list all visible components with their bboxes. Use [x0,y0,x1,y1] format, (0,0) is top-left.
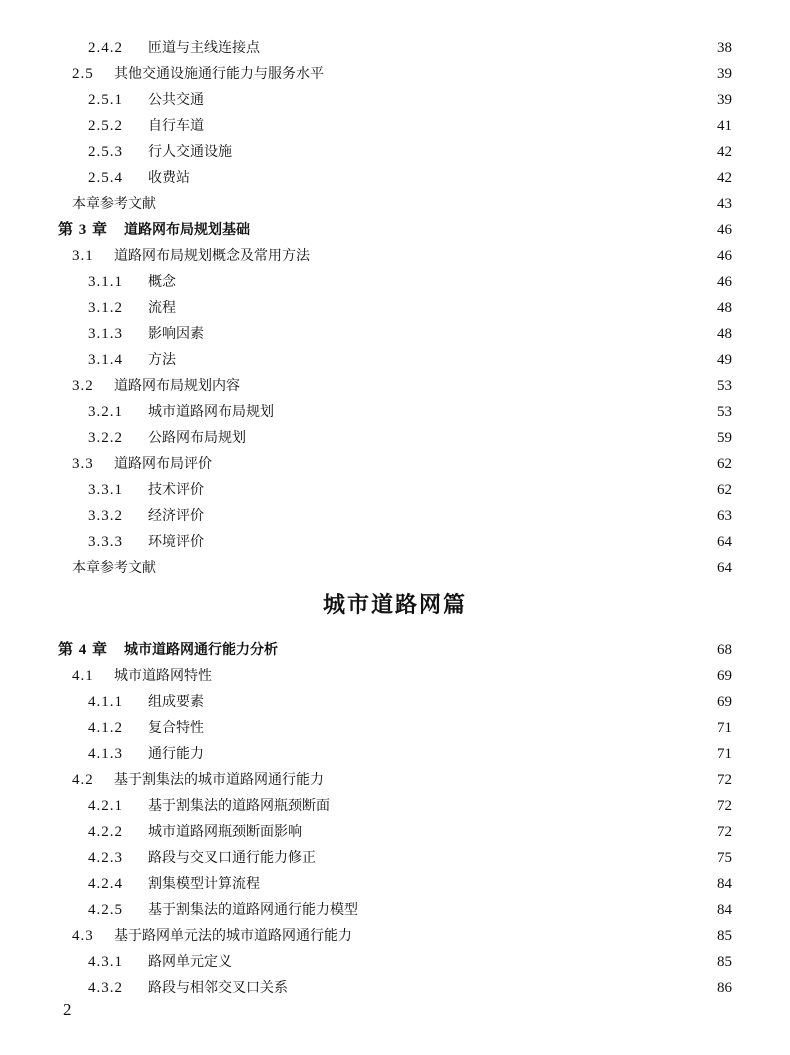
leader-dots [208,504,704,528]
page-number: 41 [717,118,732,134]
page-number: 39 [717,66,732,82]
section-number: 3.3.3 [88,534,123,550]
leader-dots [208,322,704,346]
section-title: 路段与相邻交叉口关系 [148,980,288,996]
toc-entry-row [88,820,732,844]
page-number: 69 [717,694,732,710]
leader-dots [264,36,704,60]
toc-entry[interactable] [0,452,790,476]
toc-chapter-entry[interactable] [0,638,790,662]
toc-entry[interactable] [0,950,790,974]
leader-dots [254,218,704,242]
toc-entry-row [88,872,732,896]
toc-entry-row [58,218,732,242]
toc-entry[interactable] [0,504,790,528]
page-number: 59 [717,430,732,446]
toc-entry-row [88,846,732,870]
toc-entry[interactable] [0,794,790,818]
section-title: 环境评价 [148,534,204,550]
section-number: 3.1.3 [88,326,123,342]
section-number: 4.1.1 [88,694,123,710]
toc-entry[interactable] [0,400,790,424]
toc-entry-row [72,192,732,216]
toc-entry[interactable] [0,820,790,844]
section-title: 通行能力 [148,746,204,762]
section-title: 道路网布局规划内容 [114,378,240,394]
toc-entry-row [88,898,732,922]
toc-entry[interactable] [0,296,790,320]
page-number: 62 [717,456,732,472]
section-title: 自行车道 [148,118,204,134]
section-title: 本章参考文献 [72,560,156,576]
section-title: 其他交通设施通行能力与服务水平 [114,66,324,82]
page-number: 42 [717,144,732,160]
leader-dots [362,898,704,922]
leader-dots [208,88,704,112]
section-title: 复合特性 [148,720,204,736]
toc-entry[interactable] [0,742,790,766]
toc-chapter-entry[interactable] [0,218,790,242]
toc-entry-row [88,322,732,346]
toc-entry-row [88,478,732,502]
leader-dots [282,638,704,662]
section-number: 4.1.2 [88,720,123,736]
page-number: 46 [717,248,732,264]
section-title: 本章参考文献 [72,196,156,212]
toc-entry[interactable] [0,530,790,554]
section-title: 匝道与主线连接点 [148,40,260,56]
section-number: 3.1 [72,248,94,264]
toc-entry[interactable] [0,270,790,294]
section-number: 2.5 [72,66,94,82]
leader-dots [236,140,704,164]
page-number: 64 [717,560,732,576]
leader-dots [180,296,704,320]
toc-entry[interactable] [0,478,790,502]
toc-entry-row [72,244,732,268]
toc-entry[interactable] [0,768,790,792]
section-title: 行人交通设施 [148,144,232,160]
toc-entry-row [88,976,732,1000]
leader-dots [356,924,704,948]
chapter-title: 道路网布局规划基础 [124,222,250,238]
toc-entry[interactable] [0,716,790,740]
section-title: 方法 [148,352,176,368]
toc-entry-row [72,374,732,398]
leader-dots [314,244,704,268]
section-number: 2.4.2 [88,40,123,56]
toc-entry-row [72,664,732,688]
leader-dots [208,716,704,740]
leader-dots [208,742,704,766]
section-title: 割集模型计算流程 [148,876,260,892]
page-number: 72 [717,798,732,814]
toc-entry[interactable] [0,62,790,86]
section-number: 4.3 [72,928,94,944]
toc-entry[interactable] [0,36,790,60]
section-title: 道路网布局规划概念及常用方法 [114,248,310,264]
leader-dots [306,820,704,844]
leader-dots [194,166,704,190]
page-number: 75 [717,850,732,866]
toc-entry[interactable] [0,976,790,1000]
leader-dots [292,976,704,1000]
section-title: 经济评价 [148,508,204,524]
page-number: 84 [717,876,732,892]
toc-entry-row [88,36,732,60]
page-number: 69 [717,668,732,684]
leader-dots [328,768,704,792]
section-title: 路段与交叉口通行能力修正 [148,850,316,866]
page-number: 42 [717,170,732,186]
page-number: 43 [717,196,732,212]
toc-entry-row [72,62,732,86]
toc-entry-row [88,426,732,450]
leader-dots [278,400,704,424]
section-number: 2.5.3 [88,144,123,160]
toc-entry[interactable] [0,924,790,948]
toc-entry[interactable] [0,348,790,372]
section-number: 4.1.3 [88,746,123,762]
page-number: 84 [717,902,732,918]
leader-dots [244,374,704,398]
page-number: 38 [717,40,732,56]
section-number: 3.2 [72,378,94,394]
toc-entry[interactable] [0,114,790,138]
toc-entry-row [72,924,732,948]
section-number: 3.1.1 [88,274,123,290]
leader-dots [250,426,704,450]
page-number: 72 [717,824,732,840]
toc-entry-row [88,348,732,372]
toc-entry[interactable] [0,426,790,450]
section-number: 4.2.1 [88,798,123,814]
toc-entry-row [72,452,732,476]
toc-entry[interactable] [0,690,790,714]
leader-dots [160,192,704,216]
section-number: 3.2.1 [88,404,123,420]
leader-dots [208,690,704,714]
toc-entry-row [72,556,732,580]
section-number: 2.5.1 [88,92,123,108]
section-number: 4.2.5 [88,902,123,918]
section-title: 概念 [148,274,176,290]
leader-dots [160,556,704,580]
toc-entry[interactable] [0,322,790,346]
toc-entry[interactable] [0,192,790,216]
leader-dots [216,452,704,476]
toc-entry-row [88,504,732,528]
section-title: 城市道路网特性 [114,668,212,684]
leader-dots [208,478,704,502]
toc-entry-row [88,88,732,112]
toc-entry-row [88,296,732,320]
section-number: 3.1.2 [88,300,123,316]
section-title: 流程 [148,300,176,316]
section-title: 收费站 [148,170,190,186]
toc-entry-row [88,114,732,138]
section-title: 基于路网单元法的城市道路网通行能力 [114,928,352,944]
leader-dots [216,664,704,688]
toc-entry[interactable] [0,244,790,268]
section-title: 道路网布局评价 [114,456,212,472]
page-number: 53 [717,378,732,394]
leader-dots [320,846,704,870]
toc-entry[interactable] [0,556,790,580]
page-number: 71 [717,720,732,736]
page-number: 46 [717,222,732,238]
page-number: 53 [717,404,732,420]
page-number: 48 [717,300,732,316]
toc-entry-row [58,638,732,662]
section-title: 影响因素 [148,326,204,342]
toc-entry-row [88,270,732,294]
section-title: 基于割集法的道路网通行能力模型 [148,902,358,918]
toc-entry[interactable] [0,872,790,896]
section-title: 组成要素 [148,694,204,710]
page-number: 85 [717,928,732,944]
page-number: 48 [717,326,732,342]
toc-entry-row [72,768,732,792]
page-number: 49 [717,352,732,368]
section-title: 城市道路网瓶颈断面影响 [148,824,302,840]
section-number: 3.3.1 [88,482,123,498]
section-number: 3.1.4 [88,352,123,368]
page-number: 71 [717,746,732,762]
section-title: 基于割集法的城市道路网通行能力 [114,772,324,788]
section-number: 4.2 [72,772,94,788]
leader-dots [264,872,704,896]
toc-entry[interactable] [0,374,790,398]
toc-entry-row [88,400,732,424]
section-title: 基于割集法的道路网瓶颈断面 [148,798,330,814]
toc-entry-row [88,140,732,164]
section-title: 路网单元定义 [148,954,232,970]
section-number: 4.2.4 [88,876,123,892]
section-number: 4.2.2 [88,824,123,840]
leader-dots [334,794,704,818]
leader-dots [328,62,704,86]
toc-entry-row [88,716,732,740]
chapter-number: 第 3 章 [58,222,109,238]
toc-entry[interactable] [0,140,790,164]
page-number: 46 [717,274,732,290]
section-title: 公共交通 [148,92,204,108]
page-number: 62 [717,482,732,498]
section-title: 城市道路网布局规划 [148,404,274,420]
page-number: 72 [717,772,732,788]
section-number: 3.2.2 [88,430,123,446]
page-number: 85 [717,954,732,970]
section-number: 4.2.3 [88,850,123,866]
chapter-number: 第 4 章 [58,642,109,658]
leader-dots [180,348,704,372]
page-number: 86 [717,980,732,996]
section-number: 2.5.4 [88,170,123,186]
page-number: 64 [717,534,732,550]
page-number: 39 [717,92,732,108]
section-number: 4.1 [72,668,94,684]
page-number: 63 [717,508,732,524]
section-title: 技术评价 [148,482,204,498]
toc-entry-row [88,794,732,818]
toc-entry-row [88,742,732,766]
toc-entry[interactable] [0,846,790,870]
leader-dots [236,950,704,974]
section-number: 3.3 [72,456,94,472]
section-number: 4.3.1 [88,954,123,970]
toc-entry[interactable] [0,88,790,112]
footer-page-number: 2 [63,1000,72,1019]
part-title: 城市道路网篇 [322,592,467,618]
toc-entry[interactable] [0,664,790,688]
section-number: 4.3.2 [88,980,123,996]
chapter-title: 城市道路网通行能力分析 [124,642,278,658]
leader-dots [208,530,704,554]
toc-entry[interactable] [0,898,790,922]
section-title: 公路网布局规划 [148,430,246,446]
toc-entry[interactable] [0,166,790,190]
leader-dots [208,114,704,138]
leader-dots [180,270,704,294]
toc-entry-row [88,690,732,714]
section-number: 3.3.2 [88,508,123,524]
toc-entry-row [88,530,732,554]
page-number: 68 [717,642,732,658]
section-number: 2.5.2 [88,118,123,134]
toc-entry-row [88,166,732,190]
toc-entry-row [88,950,732,974]
